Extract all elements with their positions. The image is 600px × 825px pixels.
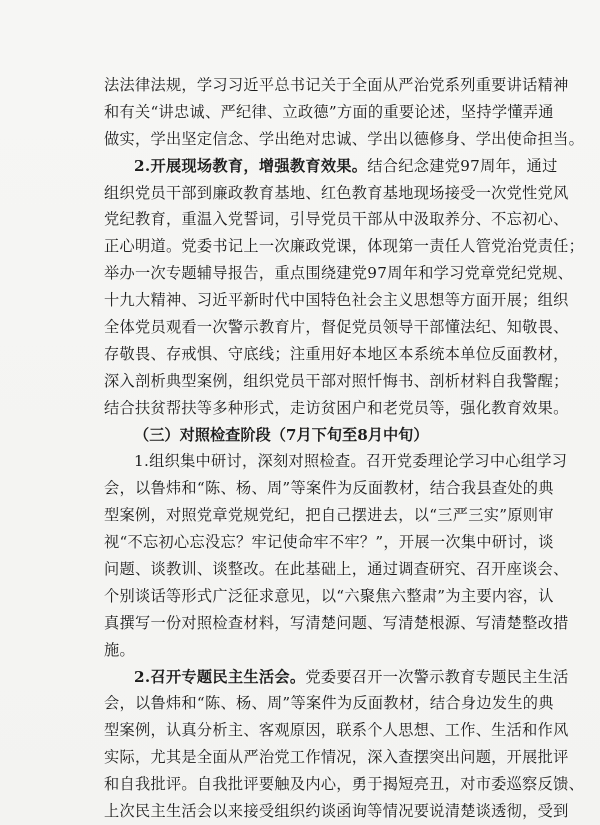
- text-line: 法法律法规，学习习近平总书记关于全面从严治党系列重要讲话精神: [104, 76, 569, 94]
- item-heading: 2.开展现场教育，增强教育效果。: [134, 156, 368, 175]
- text-line: 正心明道。党委书记上一次廉政党课，体现第一责任人管党治党责任；: [104, 237, 585, 256]
- text-line: 全体党员观看一次警示教育片，督促党员领导干部懂法纪、知敬畏、: [104, 318, 569, 337]
- text-line: 会，以鲁炜和“陈、杨、周”等案件为反面教材，结合我县查处的典: [104, 479, 554, 498]
- text-line: 十九大精神、习近平新时代中国特色社会主义思想等方面开展；组织: [104, 291, 569, 310]
- text-line: 问题、谈教训、谈整改。在此基础上，通过调查研究、召开座谈会、: [104, 560, 569, 579]
- text-line: 和有关“讲忠诚、严纪律、立政德”方面的重要论述，坚持学懂弄通: [104, 102, 554, 121]
- text-line: 视“不忘初心忘没忘？牢记使命牢不牢？”，开展一次集中研讨，谈: [104, 533, 554, 552]
- paragraph-democratic-life-meeting: [104, 664, 585, 825]
- text-line: [104, 153, 566, 180]
- text-line: 结合扶贫帮扶等多种形式，走访贫困户和老党员等，强化教育效果。: [104, 398, 569, 417]
- text-line: 型案例，对照党章党规党纪，把自己摆进去，以“三严三实”原则审: [104, 506, 554, 525]
- text-line: 深入剖析典型案例，组织党员干部对照忏悔书、剖析材料自我警醒；: [104, 371, 569, 390]
- paragraph-study-regulations: [104, 72, 585, 153]
- text-line: 存敬畏、存戒惧、守底线；注重用好本地区本系统本单位反面教材，: [104, 344, 569, 363]
- text-line: 党纪教育，重温入党誓词，引导党员干部从中汲取养分、不忘初心、: [104, 210, 569, 229]
- text-line: 1.组织集中研讨，深刻对照检查。召开党委理论学习中心组学习: [134, 452, 568, 471]
- section-heading: （三）对照检查阶段（7月下旬至8月中旬）: [134, 425, 429, 444]
- text-line: 会，以鲁炜和“陈、杨、周”等案件为反面教材，结合身边发生的典: [104, 694, 554, 713]
- item-text: 结合纪念建党97周年，通过: [367, 156, 558, 175]
- text-line: 举办一次专题辅导报告，重点围绕建党97周年和学习党章党纪党规、: [104, 264, 574, 283]
- item-text: 党委要召开一次警示教育专题民主生活: [305, 667, 569, 686]
- text-line: 真撰写一份对照检查材料，写清楚问题、写清楚根源、写清楚整改措: [104, 613, 569, 632]
- text-line: 和自我批评。自我批评要触及内心，勇于揭短亮丑，对市委巡察反馈、: [104, 775, 585, 794]
- paragraph-group-discussion: [104, 448, 569, 663]
- text-line: 做实，学出坚定信念、学出绝对忠诚、学出以德修身、学出使命担当。: [104, 129, 585, 148]
- paragraph-onsite-education: [104, 153, 585, 422]
- text-line: 组织党员干部到廉政教育基地、红色教育基地现场接受一次党性党风: [104, 183, 569, 202]
- text-line: 实际，尤其是全面从严治党工作情况，深入查摆突出问题，开展批评: [104, 748, 569, 767]
- text-line: 上次民主生活会以来接受组织约谈函询等情况要说清楚谈透彻，受到: [104, 802, 569, 821]
- text-line: [104, 664, 569, 691]
- text-line: 型案例，认真分析主、客观原因，联系个人思想、工作、生活和作风: [104, 721, 569, 740]
- item-heading: 2.召开专题民主生活会。: [134, 667, 306, 686]
- text-line: 施。: [104, 640, 135, 659]
- text-line: 个别谈话等形式广泛征求意见，以“六聚焦六整肃”为主要内容，认: [104, 586, 554, 605]
- document-body: [104, 72, 585, 825]
